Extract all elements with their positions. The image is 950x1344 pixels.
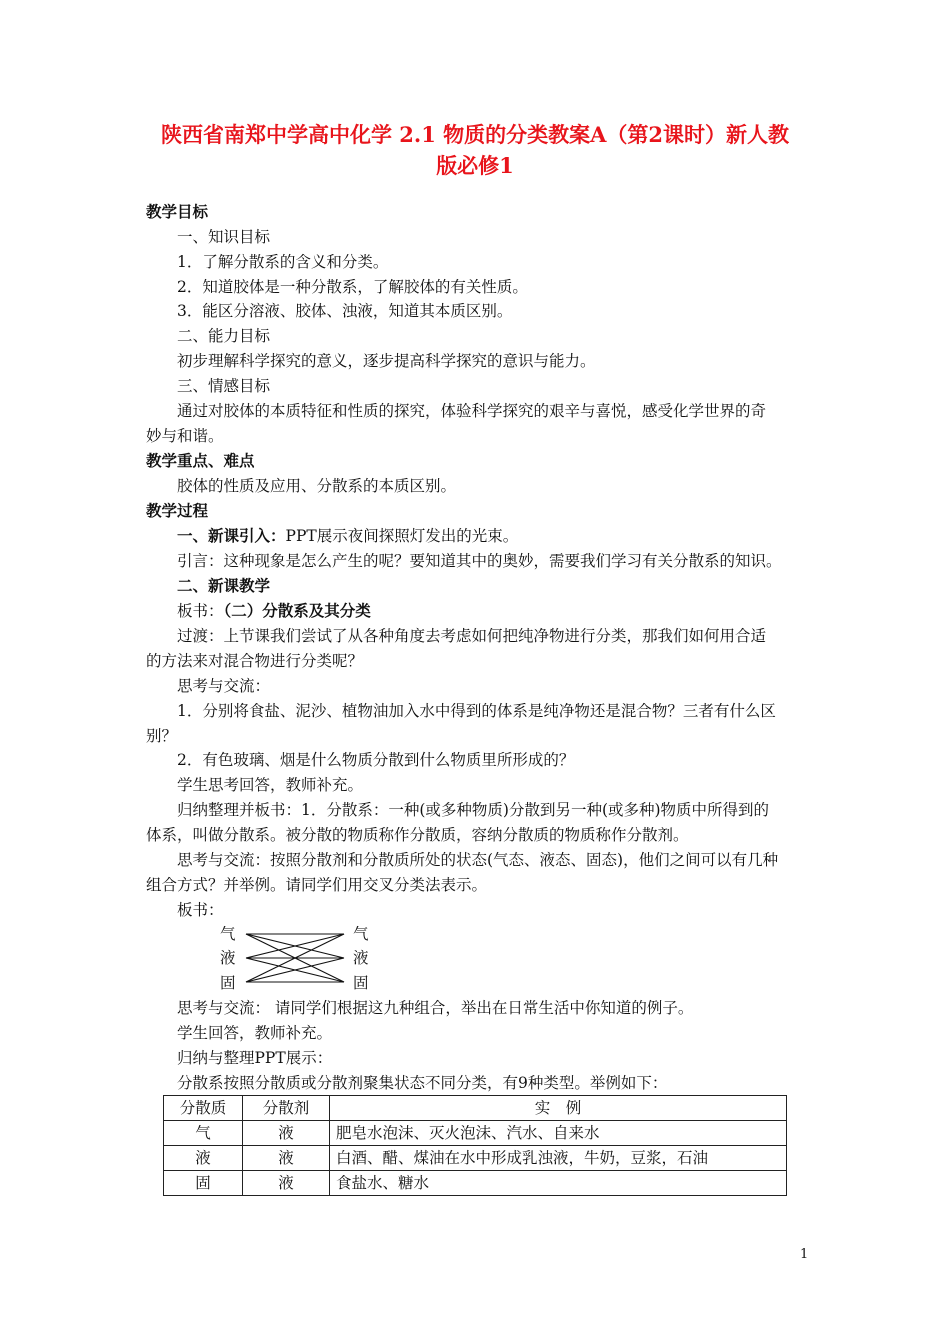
diagram-right-label: 气 — [353, 925, 369, 943]
paragraph-line: 分散系按照分散质或分散剂聚集状态不同分类，有9种类型。举例如下： — [177, 1074, 668, 1092]
table-row — [164, 1146, 787, 1171]
paragraph-line: 过渡：上节课我们尝试了从各种角度去考虑如何把纯净物进行分类，那我们如何用合适 — [177, 627, 767, 645]
paragraph-line: 胶体的性质及应用、分散系的本质区别。 — [177, 477, 457, 495]
table-cell: 白酒、醋、煤油在水中形成乳浊液，牛奶，豆浆，石油 — [330, 1146, 787, 1171]
table-header-row — [164, 1096, 787, 1121]
paragraph-line: 思考与交流： 请同学们根据这九种组合，举出在日常生活中你知道的例子。 — [177, 999, 694, 1017]
subheading-emotion-goals: 三、情感目标 — [177, 377, 271, 395]
paragraph-line: 学生思考回答，教师补充。 — [177, 776, 364, 794]
paragraph-line: 归纳整理并板书：1．分散系：一种(或多种物质)分散到另一种(或多种)物质中所得到的 — [177, 801, 770, 819]
table-cell: 固 — [164, 1171, 243, 1196]
table-cell: 食盐水、糖水 — [330, 1171, 787, 1196]
diagram-left-label: 气 — [220, 925, 236, 943]
dispersion-system-table — [163, 1095, 787, 1196]
diagram-left-label: 固 — [220, 974, 236, 992]
document-title-line-1: 陕西省南郑中学高中化学 2.1 物质的分类教案A（第2课时）新人教 — [160, 122, 790, 147]
diagram-right-label: 固 — [353, 974, 369, 992]
paragraph-line: 思考与交流： — [177, 677, 271, 695]
document-title-line-2: 版必修1 — [436, 153, 514, 178]
paragraph-line: 2．知道胶体是一种分散系，了解胶体的有关性质。 — [177, 278, 528, 296]
table-cell: 液 — [243, 1121, 330, 1146]
paragraph-line: 3．能区分溶液、胶体、浊液，知道其本质区别。 — [177, 302, 513, 320]
table-cell: 液 — [164, 1146, 243, 1171]
table-header-cell: 分散剂 — [243, 1096, 330, 1121]
paragraph-line: 初步理解科学探究的意义，逐步提高科学探究的意识与能力。 — [177, 352, 596, 370]
diagram-connector-lines — [240, 924, 350, 996]
board-title-line — [177, 601, 371, 621]
diagram-left-label: 液 — [220, 949, 236, 967]
table-cell: 液 — [243, 1171, 330, 1196]
table-header-cell: 实 例 — [330, 1096, 787, 1121]
subheading-ability-goals: 二、能力目标 — [177, 327, 271, 345]
section-heading-key-points: 教学重点、难点 — [146, 451, 255, 470]
section-heading-teaching-goals: 教学目标 — [146, 202, 209, 221]
paragraph-line: 通过对胶体的本质特征和性质的探究，体验科学探究的艰辛与喜悦，感受化学世界的奇 — [177, 402, 767, 420]
paragraph-line: 妙与和谐。 — [146, 427, 224, 445]
diagram-right-label: 液 — [353, 949, 369, 967]
table-cell: 肥皂水泡沫、灭火泡沫、汽水、自来水 — [330, 1121, 787, 1146]
paragraph-line: 组合方式？并举例。请同学们用交叉分类法表示。 — [146, 876, 488, 894]
table-row — [164, 1171, 787, 1196]
paragraph-line: 1．分别将食盐、泥沙、植物油加入水中得到的体系是纯净物还是混合物？三者有什么区 — [177, 702, 776, 720]
section-heading-teaching-process: 教学过程 — [146, 501, 209, 520]
paragraph-line: 学生回答，教师补充。 — [177, 1024, 333, 1042]
subheading-new-lesson: 二、新课教学 — [177, 576, 271, 595]
table-cell: 液 — [243, 1146, 330, 1171]
table-header-cell: 分散质 — [164, 1096, 243, 1121]
intro-label: 一、新课引入： — [177, 526, 286, 545]
board-title: （二）分散系及其分类 — [223, 601, 371, 620]
paragraph-line: 的方法来对混合物进行分类呢？ — [146, 652, 364, 670]
intro-line — [177, 526, 518, 546]
paragraph-line: 引言：这种现象是怎么产生的呢？要知道其中的奥妙，需要我们学习有关分散系的知识。 — [177, 552, 782, 570]
intro-text: PPT展示夜间探照灯发出的光束。 — [285, 527, 519, 545]
paragraph-line: 体系，叫做分散系。被分散的物质称作分散质，容纳分散质的物质称作分散剂。 — [146, 826, 689, 844]
paragraph-line: 别？ — [146, 727, 178, 745]
table-row — [164, 1121, 787, 1146]
paragraph-line: 1．了解分散系的含义和分类。 — [177, 253, 389, 271]
paragraph-line: 思考与交流：按照分散剂和分散质所处的状态(气态、液态、固态)，他们之间可以有几种 — [177, 851, 779, 869]
table-cell: 气 — [164, 1121, 243, 1146]
board-prefix: 板书： — [177, 602, 224, 620]
paragraph-line: 板书： — [177, 901, 224, 919]
subheading-knowledge-goals: 一、知识目标 — [177, 228, 271, 246]
page-number: 1 — [800, 1247, 809, 1262]
paragraph-line: 2．有色玻璃、烟是什么物质分散到什么物质里所形成的？ — [177, 751, 575, 769]
paragraph-line: 归纳与整理PPT展示： — [177, 1049, 333, 1067]
